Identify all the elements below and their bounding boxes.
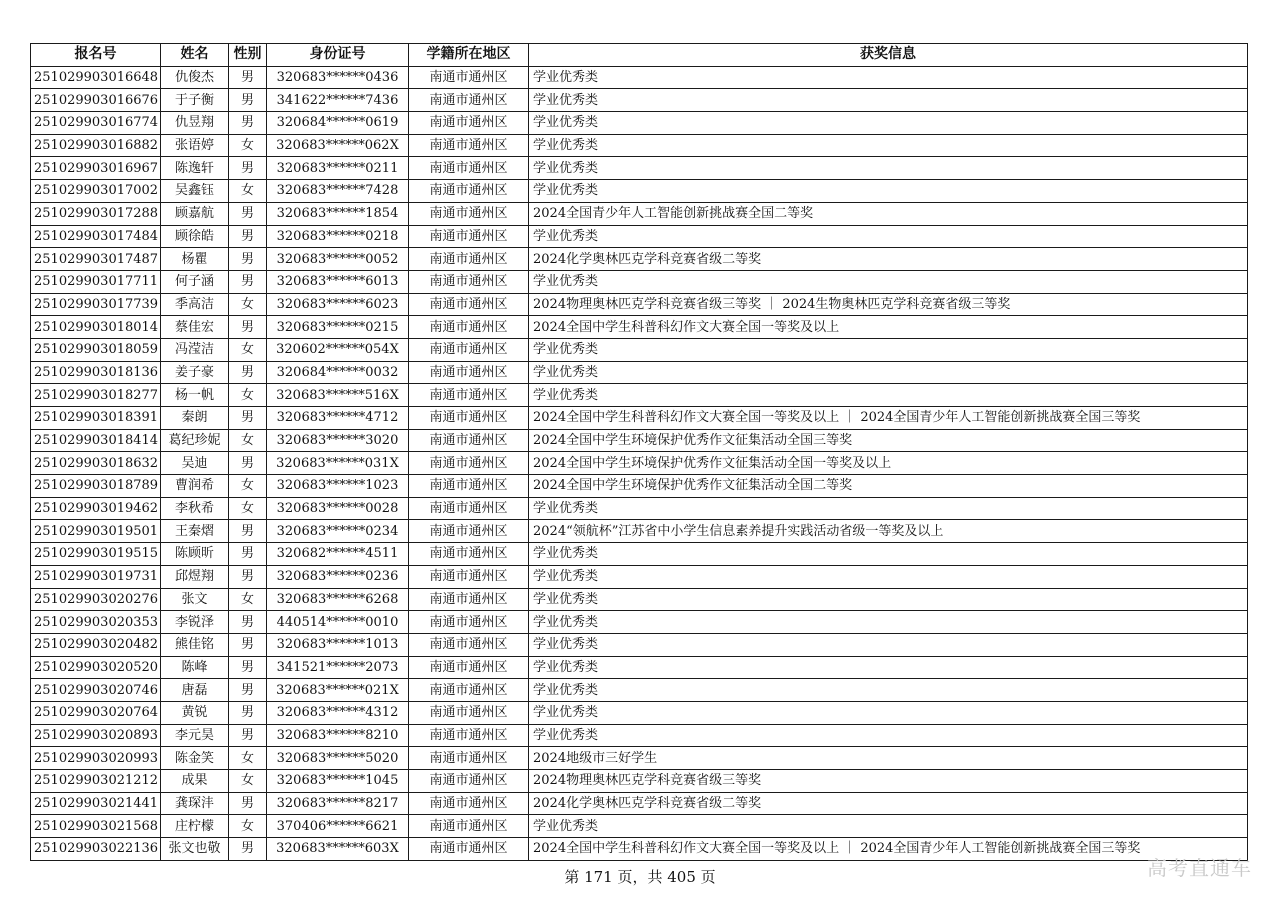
table-row [31,588,1248,611]
table-row [31,270,1248,293]
table-row [31,361,1248,384]
table-row [31,89,1248,112]
name-cell: 王秦熠 [161,520,229,543]
id-number-cell: 440514******0010 [267,611,409,634]
registration-number-cell: 251029903019462 [31,497,161,520]
gender-cell: 女 [229,384,267,407]
registration-number-cell: 251029903017711 [31,270,161,293]
region-cell: 南通市通州区 [409,180,529,203]
registration-number-cell: 251029903019501 [31,520,161,543]
award-cell: 学业优秀类 [529,724,1248,747]
region-cell: 南通市通州区 [409,134,529,157]
table-row [31,656,1248,679]
region-cell: 南通市通州区 [409,384,529,407]
column-header-id-number: 身份证号 [267,44,409,67]
id-number-cell: 320683******4712 [267,407,409,430]
registration-number-cell: 251029903016882 [31,134,161,157]
gender-cell: 男 [229,543,267,566]
column-header-name: 姓名 [161,44,229,67]
table-row [31,316,1248,339]
region-cell: 南通市通州区 [409,656,529,679]
award-cell: 2024全国中学生科普科幻作文大赛全国一等奖及以上 ｜ 2024全国青少年人工智能创新挑战赛全国三等奖 [529,838,1248,861]
region-cell: 南通市通州区 [409,89,529,112]
region-cell: 南通市通州区 [409,838,529,861]
id-number-cell: 320683******1854 [267,202,409,225]
table-row [31,633,1248,656]
name-cell: 于子衡 [161,89,229,112]
registration-number-cell: 251029903019731 [31,565,161,588]
name-cell: 仇昱翔 [161,112,229,135]
table-row [31,202,1248,225]
gender-cell: 男 [229,679,267,702]
table-header [31,44,1248,67]
award-cell: 学业优秀类 [529,270,1248,293]
award-cell: 学业优秀类 [529,633,1248,656]
region-cell: 南通市通州区 [409,792,529,815]
id-number-cell: 320683******0436 [267,66,409,89]
award-cell: 学业优秀类 [529,134,1248,157]
id-number-cell: 341622******7436 [267,89,409,112]
name-cell: 吴迪 [161,452,229,475]
gender-cell: 男 [229,633,267,656]
registration-number-cell: 251029903020482 [31,633,161,656]
id-number-cell: 320683******1045 [267,770,409,793]
table-row [31,815,1248,838]
gender-cell: 男 [229,225,267,248]
gender-cell: 男 [229,248,267,271]
name-cell: 陈顾昕 [161,543,229,566]
region-cell: 南通市通州区 [409,429,529,452]
registration-number-cell: 251029903019515 [31,543,161,566]
registration-number-cell: 251029903018789 [31,475,161,498]
id-number-cell: 320683******6268 [267,588,409,611]
region-cell: 南通市通州区 [409,724,529,747]
id-number-cell: 320683******8217 [267,792,409,815]
region-cell: 南通市通州区 [409,293,529,316]
award-cell: 2024全国中学生环境保护优秀作文征集活动全国一等奖及以上 [529,452,1248,475]
award-cell: 2024“领航杯”江苏省中小学生信息素养提升实践活动省级一等奖及以上 [529,520,1248,543]
gender-cell: 男 [229,270,267,293]
region-cell: 南通市通州区 [409,157,529,180]
table-row [31,543,1248,566]
registration-number-cell: 251029903017002 [31,180,161,203]
region-cell: 南通市通州区 [409,611,529,634]
id-number-cell: 370406******6621 [267,815,409,838]
region-cell: 南通市通州区 [409,248,529,271]
region-cell: 南通市通州区 [409,316,529,339]
name-cell: 顾徐皓 [161,225,229,248]
award-cell: 学业优秀类 [529,112,1248,135]
registration-number-cell: 251029903020353 [31,611,161,634]
gender-cell: 男 [229,89,267,112]
name-cell: 李锐泽 [161,611,229,634]
id-number-cell: 320682******4511 [267,543,409,566]
registration-number-cell: 251029903017288 [31,202,161,225]
id-number-cell: 320683******603X [267,838,409,861]
registration-number-cell: 251029903017487 [31,248,161,271]
table-row [31,792,1248,815]
region-cell: 南通市通州区 [409,543,529,566]
id-number-cell: 320683******516X [267,384,409,407]
award-cell: 2024物理奥林匹克学科竞赛省级三等奖 ｜ 2024生物奥林匹克学科竞赛省级三等奖 [529,293,1248,316]
name-cell: 曹润希 [161,475,229,498]
name-cell: 吴鑫钰 [161,180,229,203]
name-cell: 张语婷 [161,134,229,157]
id-number-cell: 320683******5020 [267,747,409,770]
awards-table [30,43,1248,861]
table-row [31,497,1248,520]
name-cell: 成果 [161,770,229,793]
registration-number-cell: 251029903016967 [31,157,161,180]
id-number-cell: 320683******7428 [267,180,409,203]
registration-number-cell: 251029903018632 [31,452,161,475]
gender-cell: 男 [229,792,267,815]
award-cell: 学业优秀类 [529,384,1248,407]
watermark: 高考直通车 [1147,856,1252,880]
award-cell: 学业优秀类 [529,701,1248,724]
gender-cell: 男 [229,520,267,543]
award-cell: 2024全国中学生环境保护优秀作文征集活动全国二等奖 [529,475,1248,498]
registration-number-cell: 251029903016648 [31,66,161,89]
region-cell: 南通市通州区 [409,225,529,248]
region-cell: 南通市通州区 [409,747,529,770]
gender-cell: 男 [229,112,267,135]
region-cell: 南通市通州区 [409,497,529,520]
table-row [31,475,1248,498]
registration-number-cell: 251029903016676 [31,89,161,112]
award-cell: 学业优秀类 [529,656,1248,679]
award-cell: 2024化学奥林匹克学科竞赛省级二等奖 [529,248,1248,271]
table-row [31,611,1248,634]
region-cell: 南通市通州区 [409,361,529,384]
table-row [31,384,1248,407]
registration-number-cell: 251029903018277 [31,384,161,407]
registration-number-cell: 251029903018014 [31,316,161,339]
table-row [31,679,1248,702]
registration-number-cell: 251029903021568 [31,815,161,838]
award-cell: 学业优秀类 [529,565,1248,588]
page-number: 第 171 页，共 405 页 [564,868,716,886]
id-number-cell: 320683******6023 [267,293,409,316]
name-cell: 秦朗 [161,407,229,430]
table-row [31,770,1248,793]
name-cell: 蔡佳宏 [161,316,229,339]
award-cell: 学业优秀类 [529,679,1248,702]
region-cell: 南通市通州区 [409,338,529,361]
gender-cell: 女 [229,497,267,520]
registration-number-cell: 251029903020520 [31,656,161,679]
table-body [31,66,1248,860]
name-cell: 陈峰 [161,656,229,679]
name-cell: 邱煜翔 [161,565,229,588]
name-cell: 陈金笑 [161,747,229,770]
gender-cell: 男 [229,452,267,475]
name-cell: 顾嘉航 [161,202,229,225]
id-number-cell: 320683******1023 [267,475,409,498]
gender-cell: 男 [229,565,267,588]
name-cell: 仇俊杰 [161,66,229,89]
region-cell: 南通市通州区 [409,701,529,724]
award-cell: 学业优秀类 [529,89,1248,112]
column-header-registration-number: 报名号 [31,44,161,67]
name-cell: 杨瞿 [161,248,229,271]
table-row [31,338,1248,361]
region-cell: 南通市通州区 [409,588,529,611]
award-cell: 2024全国中学生科普科幻作文大赛全国一等奖及以上 ｜ 2024全国青少年人工智能创新挑战赛全国三等奖 [529,407,1248,430]
id-number-cell: 341521******2073 [267,656,409,679]
name-cell: 熊佳铭 [161,633,229,656]
column-header-school-region: 学籍所在地区 [409,44,529,67]
name-cell: 黄锐 [161,701,229,724]
award-cell: 学业优秀类 [529,361,1248,384]
name-cell: 李元昊 [161,724,229,747]
header-row [31,44,1248,67]
table-row [31,180,1248,203]
table-row [31,724,1248,747]
region-cell: 南通市通州区 [409,633,529,656]
name-cell: 杨一帆 [161,384,229,407]
id-number-cell: 320684******0032 [267,361,409,384]
table-row [31,66,1248,89]
gender-cell: 女 [229,588,267,611]
award-cell: 2024物理奥林匹克学科竞赛省级三等奖 [529,770,1248,793]
name-cell: 龚琛沣 [161,792,229,815]
registration-number-cell: 251029903021212 [31,770,161,793]
table-row [31,134,1248,157]
registration-number-cell: 251029903018414 [31,429,161,452]
award-cell: 学业优秀类 [529,588,1248,611]
gender-cell: 女 [229,770,267,793]
region-cell: 南通市通州区 [409,770,529,793]
column-header-gender: 性别 [229,44,267,67]
id-number-cell: 320684******0619 [267,112,409,135]
id-number-cell: 320683******8210 [267,724,409,747]
registration-number-cell: 251029903020893 [31,724,161,747]
gender-cell: 男 [229,407,267,430]
region-cell: 南通市通州区 [409,475,529,498]
table-row [31,701,1248,724]
registration-number-cell: 251029903018391 [31,407,161,430]
table-row [31,429,1248,452]
gender-cell: 女 [229,134,267,157]
gender-cell: 女 [229,475,267,498]
registration-number-cell: 251029903016774 [31,112,161,135]
name-cell: 冯滢洁 [161,338,229,361]
name-cell: 庄柠檬 [161,815,229,838]
table-row [31,520,1248,543]
registration-number-cell: 251029903018136 [31,361,161,384]
table-row [31,157,1248,180]
name-cell: 季高洁 [161,293,229,316]
id-number-cell: 320683******031X [267,452,409,475]
gender-cell: 男 [229,157,267,180]
table-row [31,452,1248,475]
gender-cell: 男 [229,361,267,384]
registration-number-cell: 251029903020746 [31,679,161,702]
name-cell: 张文也敬 [161,838,229,861]
gender-cell: 男 [229,701,267,724]
award-cell: 学业优秀类 [529,543,1248,566]
award-cell: 学业优秀类 [529,611,1248,634]
table-row [31,565,1248,588]
gender-cell: 男 [229,611,267,634]
id-number-cell: 320683******021X [267,679,409,702]
table-row [31,747,1248,770]
name-cell: 陈逸轩 [161,157,229,180]
award-cell: 学业优秀类 [529,497,1248,520]
name-cell: 张文 [161,588,229,611]
id-number-cell: 320683******062X [267,134,409,157]
region-cell: 南通市通州区 [409,112,529,135]
region-cell: 南通市通州区 [409,270,529,293]
award-cell: 学业优秀类 [529,225,1248,248]
registration-number-cell: 251029903020764 [31,701,161,724]
registration-number-cell: 251029903020993 [31,747,161,770]
award-cell: 2024全国中学生环境保护优秀作文征集活动全国三等奖 [529,429,1248,452]
registration-number-cell: 251029903022136 [31,838,161,861]
name-cell: 何子涵 [161,270,229,293]
id-number-cell: 320683******6013 [267,270,409,293]
id-number-cell: 320602******054X [267,338,409,361]
region-cell: 南通市通州区 [409,407,529,430]
table-row [31,293,1248,316]
region-cell: 南通市通州区 [409,679,529,702]
gender-cell: 女 [229,429,267,452]
award-cell: 学业优秀类 [529,66,1248,89]
id-number-cell: 320683******0234 [267,520,409,543]
gender-cell: 女 [229,815,267,838]
table-row [31,248,1248,271]
id-number-cell: 320683******0052 [267,248,409,271]
gender-cell: 男 [229,202,267,225]
column-header-award-info: 获奖信息 [529,44,1248,67]
award-cell: 学业优秀类 [529,815,1248,838]
registration-number-cell: 251029903018059 [31,338,161,361]
registration-number-cell: 251029903017739 [31,293,161,316]
award-cell: 学业优秀类 [529,180,1248,203]
table-row [31,407,1248,430]
award-cell: 学业优秀类 [529,157,1248,180]
region-cell: 南通市通州区 [409,202,529,225]
id-number-cell: 320683******0215 [267,316,409,339]
gender-cell: 女 [229,747,267,770]
gender-cell: 女 [229,293,267,316]
gender-cell: 男 [229,66,267,89]
award-cell: 2024全国中学生科普科幻作文大赛全国一等奖及以上 [529,316,1248,339]
id-number-cell: 320683******1013 [267,633,409,656]
id-number-cell: 320683******0236 [267,565,409,588]
table-row [31,838,1248,861]
id-number-cell: 320683******3020 [267,429,409,452]
name-cell: 唐磊 [161,679,229,702]
region-cell: 南通市通州区 [409,520,529,543]
gender-cell: 男 [229,316,267,339]
award-cell: 2024全国青少年人工智能创新挑战赛全国二等奖 [529,202,1248,225]
gender-cell: 男 [229,656,267,679]
region-cell: 南通市通州区 [409,565,529,588]
name-cell: 李秋希 [161,497,229,520]
award-cell: 2024化学奥林匹克学科竞赛省级二等奖 [529,792,1248,815]
region-cell: 南通市通州区 [409,452,529,475]
registration-number-cell: 251029903020276 [31,588,161,611]
region-cell: 南通市通州区 [409,815,529,838]
name-cell: 葛纪珍妮 [161,429,229,452]
gender-cell: 女 [229,180,267,203]
id-number-cell: 320683******0218 [267,225,409,248]
registration-number-cell: 251029903017484 [31,225,161,248]
id-number-cell: 320683******0028 [267,497,409,520]
id-number-cell: 320683******0211 [267,157,409,180]
registration-number-cell: 251029903021441 [31,792,161,815]
table-row [31,112,1248,135]
gender-cell: 女 [229,338,267,361]
award-cell: 2024地级市三好学生 [529,747,1248,770]
gender-cell: 男 [229,724,267,747]
name-cell: 姜子豪 [161,361,229,384]
gender-cell: 男 [229,838,267,861]
table-row [31,225,1248,248]
id-number-cell: 320683******4312 [267,701,409,724]
region-cell: 南通市通州区 [409,66,529,89]
award-cell: 学业优秀类 [529,338,1248,361]
